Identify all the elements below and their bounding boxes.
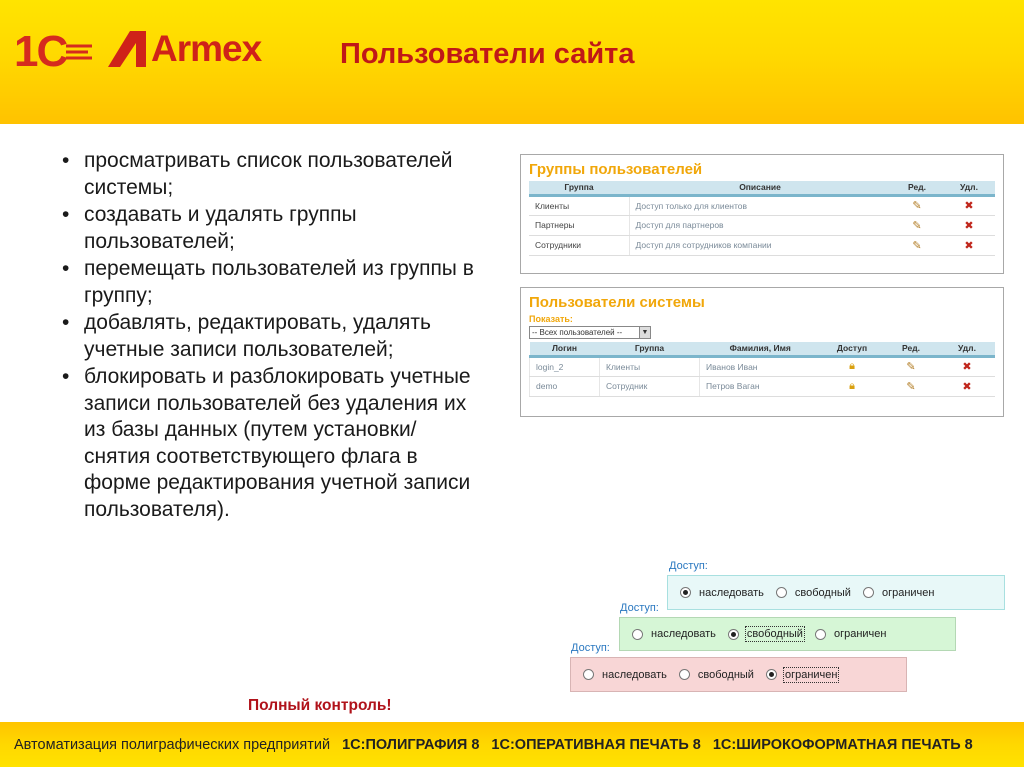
user-name-cell: Иванов Иван [700,356,822,376]
radio-icon [632,629,643,640]
col-header-edit: Ред. [883,342,939,356]
access-form-restricted [570,657,907,692]
col-header-login: Логин [530,342,600,356]
logo-1c-text: 1С [14,27,67,76]
access-toggle[interactable] [821,376,883,396]
feature-item: • просматривать список пользователей системы; [60,148,480,201]
radio-selected-icon [766,669,777,680]
access-option[interactable]: ограничен [863,587,935,599]
edit-group-button[interactable] [891,195,943,215]
users-panel [520,287,1004,417]
access-option[interactable]: ограничен [815,628,887,640]
groups-panel-title: Группы пользователей [529,161,703,178]
logo-armex-text: Armex [151,28,262,69]
full-control-caption: Полный контроль! [248,697,392,714]
access-label: Доступ: [620,602,659,614]
col-header-name: Фамилия, Имя [700,342,822,356]
access-option[interactable]: наследовать [632,628,716,640]
feature-item: • создавать и удалять группы пользователей; [60,202,480,255]
footer-product: 1С:ШИРОКОФОРМАТНАЯ ПЕЧАТЬ 8 [712,736,973,753]
radio-selected-icon [680,587,691,598]
delete-icon: ✖ [964,200,974,212]
lock-icon: 🔒︎ [849,360,855,372]
access-option[interactable]: наследовать [583,669,667,681]
radio-icon [679,669,690,680]
logo-1c-mark-icon [66,42,96,62]
edit-icon: ✎ [906,380,916,393]
access-option[interactable]: ограничен [766,669,838,681]
users-table [529,342,995,397]
show-label: Показать: [529,314,573,324]
lock-icon: 🔒︎ [849,379,855,392]
table-row [530,376,996,396]
logo-1c [14,27,96,76]
footer-band [0,722,1024,767]
access-option[interactable]: наследовать [680,587,764,599]
delete-icon: ✖ [962,380,972,393]
table-row [530,356,996,376]
access-option[interactable]: свободный [776,587,851,599]
edit-icon: ✎ [912,239,922,252]
page-title: Пользователи сайта [340,38,635,70]
col-header-delete: Удл. [943,181,995,195]
group-name-cell: Сотрудники [529,235,629,255]
access-form-free [619,617,956,651]
group-name-cell: Клиенты [529,195,629,215]
table-row [529,215,995,235]
table-row [529,235,995,255]
delete-icon: ✖ [962,361,972,373]
edit-icon: ✎ [912,200,922,212]
logo-armex [108,30,261,67]
table-row [529,195,995,215]
feature-item: • добавлять, редактировать, удалять учетные записи пользователей; [60,310,480,363]
users-panel-title: Пользователи системы [529,294,705,311]
access-toggle[interactable] [821,356,883,376]
radio-icon [863,587,874,598]
col-header-group: Группа [529,181,629,195]
radio-icon [776,587,787,598]
feature-item: • перемещать пользователей из группы в группу; [60,256,480,309]
access-option[interactable]: свободный [728,628,803,640]
col-header-group: Группа [600,342,700,356]
col-header-edit: Ред. [891,181,943,195]
feature-list [60,148,480,524]
col-header-delete: Удл. [939,342,995,356]
user-group-cell: Сотрудник [600,376,700,396]
edit-user-button[interactable] [883,376,939,396]
user-filter-value: -- Всех пользователей -- [532,328,623,337]
delete-group-button[interactable] [943,215,995,235]
radio-icon [583,669,594,680]
group-name-cell: Партнеры [529,215,629,235]
footer-product: 1С:ОПЕРАТИВНАЯ ПЕЧАТЬ 8 [491,736,701,753]
delete-icon: ✖ [964,219,974,232]
header-band [0,0,1024,124]
group-description-cell: Доступ для партнеров [629,215,891,235]
edit-user-button[interactable] [883,356,939,376]
user-login-cell: login_2 [530,356,600,376]
user-name-cell: Петров Ваган [700,376,822,396]
group-description-cell: Доступ для сотрудников компании [629,235,891,255]
groups-table [529,181,995,256]
col-header-access: Доступ [821,342,883,356]
edit-group-button[interactable] [891,215,943,235]
radio-icon [815,629,826,640]
radio-selected-icon [728,629,739,640]
access-option[interactable]: свободный [679,669,754,681]
delete-user-button[interactable] [939,356,995,376]
access-label: Доступ: [571,642,610,654]
edit-icon: ✎ [912,219,922,232]
feature-item: • блокировать и разблокировать учетные записи пользователей без удаления их из базы данных (путем установки/снятия соответствующего флага в форме редактирования учетной записи пользователя). [60,364,480,523]
footer-tagline: Автоматизация полиграфических предприятий [14,736,331,753]
armex-logo-icon [108,31,146,67]
chevron-down-icon: ▼ [639,327,650,338]
delete-icon: ✖ [964,239,974,252]
user-filter-select[interactable] [529,326,651,339]
access-form-inherit [667,575,1005,610]
groups-panel [520,154,1004,274]
col-header-description: Описание [629,181,891,195]
edit-group-button[interactable] [891,235,943,255]
delete-group-button[interactable] [943,195,995,215]
access-label: Доступ: [669,560,708,572]
delete-group-button[interactable] [943,235,995,255]
footer-product: 1С:ПОЛИГРАФИЯ 8 [342,736,480,753]
user-group-cell: Клиенты [600,356,700,376]
delete-user-button[interactable] [939,376,995,396]
user-login-cell: demo [530,376,600,396]
group-description-cell: Доступ только для клиентов [629,195,891,215]
edit-icon: ✎ [906,361,916,373]
